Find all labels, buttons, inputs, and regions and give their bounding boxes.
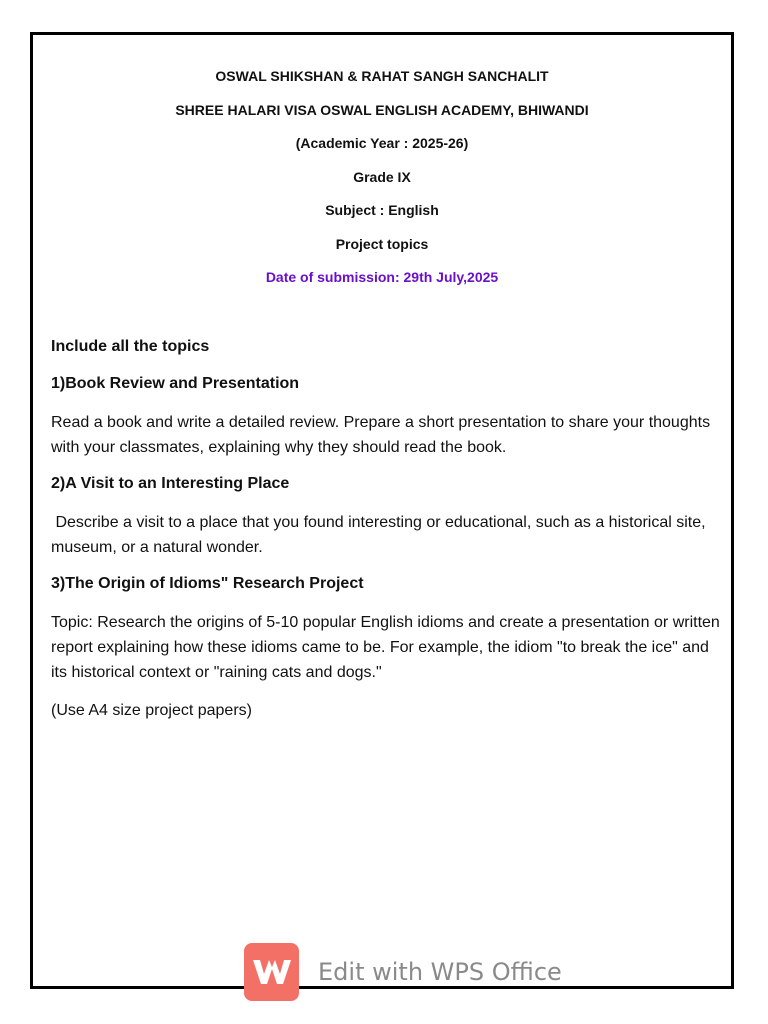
wps-logo-icon [244, 943, 299, 1001]
document-header [33, 66, 731, 301]
topic-1-heading: 1)Book Review and Presentation [51, 375, 300, 392]
topic-1-text: Read a book and write a detailed review. Prepare a short presentation to share your thoughts with your classmates, explaining why they should read the book. [51, 414, 711, 456]
wps-watermark[interactable] [244, 943, 562, 1001]
topic-2-heading: 2)A Visit to an Interesting Place [51, 475, 290, 492]
wps-watermark-text[interactable]: Edit with WPS Office [318, 958, 562, 986]
document-title: Project topics [335, 235, 429, 252]
wps-w-glyph-icon [251, 957, 293, 987]
document-body [51, 336, 721, 736]
subject: Subject : English [325, 202, 439, 218]
intro-heading: Include all the topics [51, 338, 210, 355]
paper-size-note: (Use A4 size project papers) [51, 702, 252, 719]
school-name: SHREE HALARI VISA OSWAL ENGLISH ACADEMY, BHIWANDI [175, 101, 589, 118]
topic-3-heading: 3)The Origin of Idioms" Research Project [51, 575, 364, 592]
topic-3-text: Topic: Research the origins of 5-10 popular English idioms and create a presentation or written report explaining how these idioms came to be. For example, the idiom "to break the ice" and its historical context or "raining cats and dogs." [51, 614, 720, 681]
topic-2-text: Describe a visit to a place that you found interesting or educational, such as a historical site, museum, or a natural wonder. [51, 514, 711, 556]
submission-date: Date of submission: 29th July,2025 [265, 269, 499, 285]
trust-name: OSWAL SHIKSHAN & RAHAT SANGH SANCHALIT [215, 68, 549, 84]
academic-year: (Academic Year : 2025-26) [295, 135, 469, 151]
grade: Grade IX [353, 168, 411, 185]
